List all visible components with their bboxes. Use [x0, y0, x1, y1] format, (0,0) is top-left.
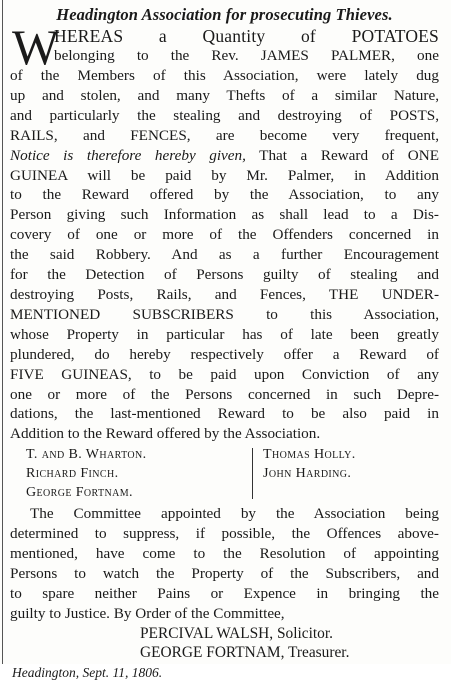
committee-line-last: guilty to Justice. By Order of the Committee,: [10, 604, 285, 622]
subscriber-name: T. and B. Wharton.: [26, 447, 147, 463]
notice-body: [10, 19, 439, 444]
body-line: of the Members of this Association, were lately dug: [10, 67, 439, 84]
notice-italic: Notice is therefore hereby given,: [10, 146, 246, 164]
body-line: to the Reward offered by the Association, to any: [10, 186, 439, 204]
subscribers-left-column: [26, 445, 252, 502]
dateline: Headington, Sept. 11, 1806.: [12, 664, 163, 680]
subscribers-list: [26, 445, 439, 502]
opening-lines: [10, 19, 439, 75]
body-line: the said Robbery. And as a further Encouragement: [10, 246, 439, 264]
subscriber-name: John Harding.: [263, 466, 352, 482]
body-line: one or more of the Persons concerned in such Depre-: [10, 385, 439, 403]
subscriber-name: George Fortnam.: [26, 485, 133, 501]
body-line: plundered, do hereby respectively offer a Reward of: [10, 345, 439, 363]
subscriber-name: Richard Finch.: [26, 466, 119, 482]
body-line: dations, the last-mentioned Reward to be also paid in: [10, 405, 439, 423]
committee-line: determined to suppress, if possible, the Offences above-: [10, 525, 439, 543]
notice-heading: Headington Association for prosecuting Thieves.: [56, 5, 393, 24]
column-rule: [2, 0, 3, 664]
body-line: MENTIONED SUBSCRIBERS to this Association,: [10, 305, 439, 323]
body-line: Person giving such Information as shall lead to a Dis-: [10, 206, 439, 224]
body-line: RAILS, and FENCES, are become very frequent,: [10, 126, 439, 144]
body-line: GUINEA will be paid by Mr. Palmer, in Addition: [10, 166, 439, 184]
signature-treasurer: GEORGE FORTNAM, Treasurer.: [140, 644, 350, 662]
committee-line: mentioned, have come to the Resolution of appointing: [10, 545, 439, 563]
committee-paragraph: [10, 504, 439, 623]
opening-line-1: HEREAS a Quantity of POTATOES: [54, 26, 439, 46]
body-line: up and stolen, and many Thefts of a similar Nature,: [10, 86, 439, 104]
drop-cap-letter: W: [12, 19, 60, 75]
signature-solicitor: PERCIVAL WALSH, Solicitor.: [140, 624, 333, 642]
committee-line: to spare neither Pains or Expence in bringing the: [10, 584, 439, 602]
body-line: and particularly the stealing and destroying of POSTS,: [10, 106, 439, 124]
body-line: destroying Posts, Rails, and Fences, THE UNDER-: [10, 285, 439, 303]
committee-line: The Committee appointed by the Association being: [30, 505, 439, 523]
body-line-last: Addition to the Reward offered by the Association.: [10, 425, 321, 443]
body-line: covery of one or more of the Offenders concerned in: [10, 226, 439, 244]
subscribers-divider: [252, 448, 253, 499]
notice-line: [10, 146, 439, 166]
notice-rest: That a Reward of ONE: [245, 146, 439, 164]
subscriber-name: Thomas Holly.: [263, 447, 356, 463]
body-line: FIVE GUINEAS, to be paid upon Conviction of any: [10, 365, 439, 383]
subscribers-right-column: [263, 445, 439, 502]
body-line: for the Detection of Persons guilty of stealing and: [10, 266, 439, 284]
body-line: whose Property in particular has of late been greatly: [10, 325, 439, 343]
opening-line-2: belonging to the Rev. JAMES PALMER, one: [54, 47, 439, 64]
committee-line: Persons to watch the Property of the Subscribers, and: [10, 564, 439, 582]
